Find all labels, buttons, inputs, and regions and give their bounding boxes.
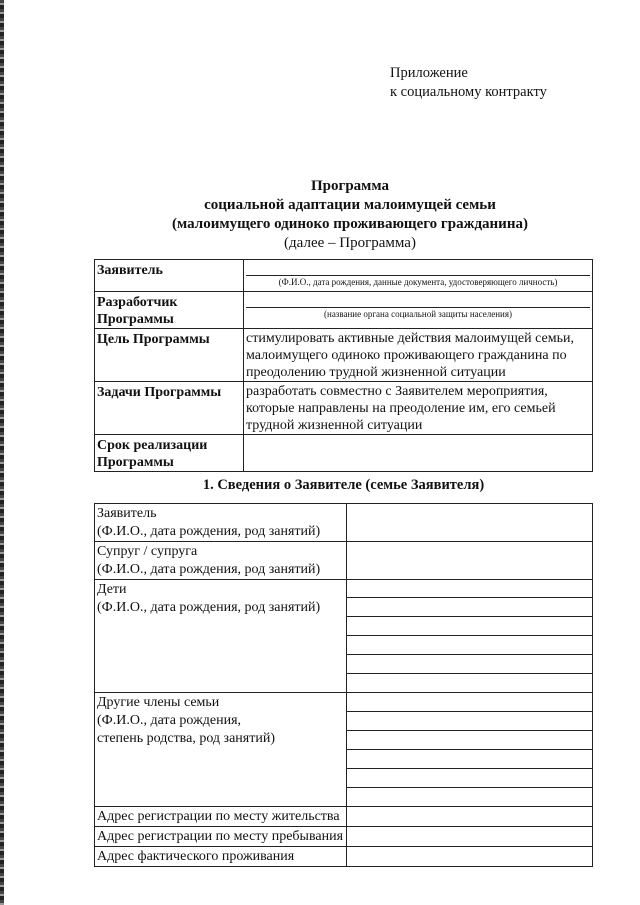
row-reg-stay-label: Адрес регистрации по месту пребывания (95, 827, 347, 847)
title-line-3: (малоимущего одиноко проживающего гражданина) (172, 216, 528, 232)
row-others-label: Другие члены семьи (Ф.И.О., дата рождения, степень родства, род занятий) (95, 693, 347, 807)
row-actual-address-field[interactable] (346, 847, 592, 867)
program-table (94, 259, 593, 472)
row-applicant-label: Заявитель (Ф.И.О., дата рождения, род занятий) (95, 504, 347, 542)
row-applicant-field[interactable] (346, 504, 592, 542)
row-others-field[interactable] (346, 693, 592, 807)
term-field[interactable] (244, 435, 593, 472)
section-1-heading: 1. Сведения о Заявителе (семье Заявителя) (202, 477, 485, 493)
developer-note: (название органа социальной защиты населения) (324, 309, 512, 319)
row-actual-address-label: Адрес фактического проживания (95, 847, 347, 867)
title-line-2: социальной адаптации малоимущей семьи (204, 197, 496, 213)
title-line-4: (далее – Программа) (284, 235, 416, 251)
goal-label: Цель Программы (95, 329, 244, 382)
row-reg-residence-label: Адрес регистрации по месту жительства (95, 807, 347, 827)
row-spouse-field[interactable] (346, 542, 592, 580)
row-children-label: Дети (Ф.И.О., дата рождения, род занятий) (95, 580, 347, 693)
applicant-info-table (94, 503, 593, 867)
goal-value: стимулировать активные действия малоимущей семьи, малоимущего одиноко проживающего гражданина по преодолению трудной жизненной ситуации (244, 329, 593, 382)
tasks-value: разработать совместно с Заявителем мероприятия, которые направлены на преодоление им, его семьей трудной жизненной ситуации (244, 382, 593, 435)
term-label: Срок реализации Программы (95, 435, 244, 472)
developer-field[interactable] (244, 292, 593, 329)
applicant-label: Заявитель (95, 260, 244, 292)
row-reg-stay-field[interactable] (346, 827, 592, 847)
row-spouse-label: Супруг / супруга (Ф.И.О., дата рождения, род занятий) (95, 542, 347, 580)
row-reg-residence-field[interactable] (346, 807, 592, 827)
scan-edge (0, 0, 4, 905)
tasks-label: Задачи Программы (95, 382, 244, 435)
document-title (120, 177, 580, 253)
row-children-field[interactable] (346, 580, 592, 693)
applicant-field[interactable] (244, 260, 593, 292)
developer-label: Разработчик Программы (95, 292, 244, 329)
attachment-line-2: к социальному контракту (390, 84, 547, 100)
applicant-note: (Ф.И.О., дата рождения, данные документа, удостоверяющего личность) (278, 277, 558, 287)
attachment-header (390, 64, 547, 102)
title-line-1: Программа (311, 178, 389, 194)
attachment-line-1: Приложение (390, 65, 468, 81)
